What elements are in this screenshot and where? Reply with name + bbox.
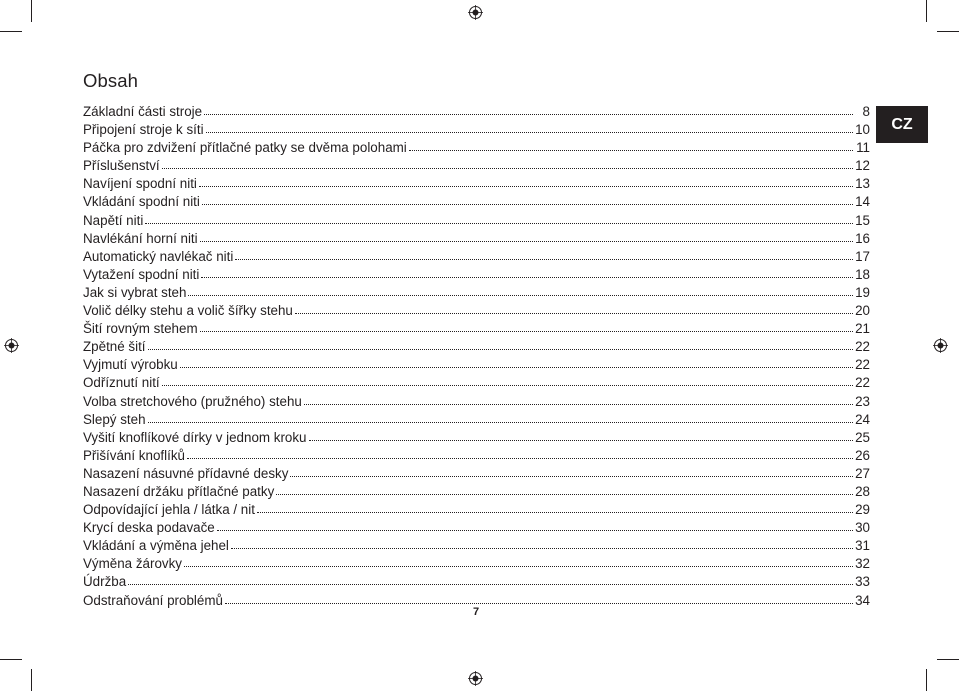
- toc-entry-page: 13: [855, 176, 870, 192]
- dot-leader: [225, 593, 853, 605]
- crop-mark: [31, 0, 32, 22]
- toc-entry[interactable]: [83, 501, 870, 519]
- toc-entry-title: Krycí deska podavače: [83, 520, 215, 536]
- toc-entry-page: 31: [855, 538, 870, 554]
- dot-leader: [202, 194, 853, 206]
- table-of-contents: [83, 103, 870, 610]
- toc-entry-page: 17: [855, 248, 870, 264]
- toc-entry[interactable]: [83, 230, 870, 248]
- toc-entry[interactable]: [83, 483, 870, 501]
- dot-leader: [180, 357, 853, 369]
- toc-entry-title: Vyšití knoflíkové dírky v jednom kroku: [83, 429, 307, 445]
- dot-leader: [184, 556, 853, 568]
- toc-entry-title: Nasazení držáku přítlačné patky: [83, 483, 275, 499]
- crop-mark: [926, 0, 927, 22]
- toc-entry[interactable]: [83, 121, 870, 139]
- toc-entry-title: Páčka pro zdvižení přítlačné patky se dvěma polohami: [83, 140, 407, 156]
- page-number: 7: [472, 606, 480, 618]
- toc-entry-title: Připojení stroje k síti: [83, 122, 204, 138]
- toc-entry[interactable]: [83, 193, 870, 211]
- toc-entry-title: Šití rovným stehem: [83, 321, 198, 337]
- toc-entry-title: Volba stretchového (pružného) stehu: [83, 393, 302, 409]
- toc-entry[interactable]: [83, 573, 870, 591]
- toc-entry-page: 20: [855, 303, 870, 319]
- toc-entry-title: Výměna žárovky: [83, 556, 182, 572]
- toc-entry[interactable]: [83, 356, 870, 374]
- toc-entry[interactable]: [83, 465, 870, 483]
- toc-entry[interactable]: [83, 338, 870, 356]
- dot-leader: [309, 430, 853, 442]
- dot-leader: [162, 375, 853, 387]
- toc-entry-title: Nasazení násuvné přídavné desky: [83, 465, 289, 481]
- toc-entry-page: 33: [855, 574, 870, 590]
- toc-entry-page: 32: [855, 556, 870, 572]
- toc-entry-title: Vkládání spodní niti: [83, 194, 200, 210]
- toc-entry-page: 30: [855, 520, 870, 536]
- dot-leader: [187, 448, 853, 460]
- toc-entry-page: 34: [855, 592, 870, 608]
- registration-mark-icon: [468, 671, 483, 686]
- dot-leader: [257, 502, 853, 514]
- toc-entry-title: Volič délky stehu a volič šířky stehu: [83, 303, 293, 319]
- registration-mark-icon: [468, 5, 483, 20]
- toc-entry-page: 19: [855, 284, 870, 300]
- toc-entry-page: 16: [855, 230, 870, 246]
- toc-entry[interactable]: [83, 139, 870, 157]
- toc-entry-title: Základní části stroje: [83, 104, 203, 119]
- toc-entry-page: 24: [855, 411, 870, 427]
- toc-entry-page: 10: [855, 122, 870, 138]
- toc-entry-page: 11: [856, 140, 870, 156]
- dot-leader: [199, 176, 853, 188]
- dot-leader: [235, 249, 853, 261]
- toc-entry-title: Vytažení spodní niti: [83, 266, 200, 282]
- toc-entry[interactable]: [83, 248, 870, 266]
- dot-leader: [200, 231, 853, 243]
- toc-entry-title: Automatický navlékač niti: [83, 248, 234, 264]
- dot-leader: [206, 122, 853, 134]
- toc-entry-title: Příslušenství: [83, 158, 160, 174]
- toc-entry-title: Slepý steh: [83, 411, 146, 427]
- dot-leader: [231, 538, 853, 550]
- toc-entry[interactable]: [83, 429, 870, 447]
- dot-leader: [290, 466, 853, 478]
- dot-leader: [201, 267, 853, 279]
- dot-leader: [200, 321, 853, 333]
- toc-entry-title: Navlékání horní niti: [83, 230, 198, 246]
- dot-leader: [295, 303, 853, 315]
- toc-entry-page: 22: [855, 339, 870, 355]
- dot-leader: [162, 158, 853, 170]
- toc-entry[interactable]: [83, 284, 870, 302]
- crop-mark: [0, 31, 22, 32]
- registration-mark-icon: [933, 338, 948, 353]
- toc-entry[interactable]: [83, 537, 870, 555]
- toc-entry-title: Vkládání a výměna jehel: [83, 538, 229, 554]
- toc-entry[interactable]: [83, 411, 870, 429]
- registration-mark-icon: [4, 338, 19, 353]
- toc-entry[interactable]: [83, 374, 870, 392]
- toc-entry[interactable]: [83, 103, 870, 121]
- toc-entry[interactable]: [83, 447, 870, 465]
- dot-leader: [145, 213, 853, 225]
- toc-entry-page: 25: [855, 429, 870, 445]
- toc-entry-page: 12: [855, 158, 870, 174]
- toc-entry[interactable]: [83, 302, 870, 320]
- toc-entry-title: Odpovídající jehla / látka / nit: [83, 502, 255, 518]
- dot-leader: [148, 339, 853, 351]
- toc-entry[interactable]: [83, 266, 870, 284]
- toc-entry-title: Odstraňování problémů: [83, 592, 223, 608]
- crop-mark: [926, 669, 927, 691]
- crop-mark: [937, 31, 959, 32]
- dot-leader: [204, 104, 853, 116]
- toc-entry-title: Jak si vybrat steh: [83, 284, 187, 300]
- toc-entry-page: 28: [855, 483, 870, 499]
- toc-entry[interactable]: [83, 519, 870, 537]
- crop-mark: [31, 669, 32, 691]
- toc-entry-title: Odříznutí nití: [83, 375, 160, 391]
- toc-entry-page: 18: [855, 266, 870, 282]
- toc-entry[interactable]: [83, 555, 870, 573]
- toc-entry-page: 21: [855, 321, 870, 337]
- dot-leader: [148, 412, 853, 424]
- toc-entry-title: Navíjení spodní niti: [83, 176, 197, 192]
- page-title: Obsah: [83, 70, 139, 91]
- dot-leader: [217, 520, 853, 532]
- toc-entry-title: Přišívání knoflíků: [83, 447, 185, 463]
- toc-entry-title: Vyjmutí výrobku: [83, 357, 178, 373]
- crop-mark: [937, 659, 959, 660]
- toc-entry-page: 26: [855, 447, 870, 463]
- dot-leader: [409, 140, 853, 152]
- dot-leader: [188, 285, 853, 297]
- toc-entry-page: 14: [855, 194, 870, 210]
- language-tab: CZ: [876, 106, 928, 143]
- dot-leader: [276, 484, 853, 496]
- toc-entry-title: Zpětné šití: [83, 339, 146, 355]
- toc-entry[interactable]: [83, 320, 870, 338]
- toc-entry-page: 23: [855, 393, 870, 409]
- dot-leader: [304, 394, 853, 406]
- toc-entry-title: Údržba: [83, 574, 127, 590]
- toc-entry-page: 27: [855, 465, 870, 481]
- toc-entry[interactable]: [83, 175, 870, 193]
- toc-entry[interactable]: [83, 393, 870, 411]
- toc-entry-title: Napětí niti: [83, 212, 144, 228]
- crop-mark: [0, 659, 22, 660]
- toc-entry-page: 22: [855, 375, 870, 391]
- toc-entry-page: 29: [855, 502, 870, 518]
- toc-entry-page: 8: [862, 104, 870, 119]
- toc-entry-page: 22: [855, 357, 870, 373]
- dot-leader: [128, 574, 853, 586]
- toc-entry-page: 15: [855, 212, 870, 228]
- toc-entry[interactable]: [83, 157, 870, 175]
- toc-entry[interactable]: [83, 212, 870, 230]
